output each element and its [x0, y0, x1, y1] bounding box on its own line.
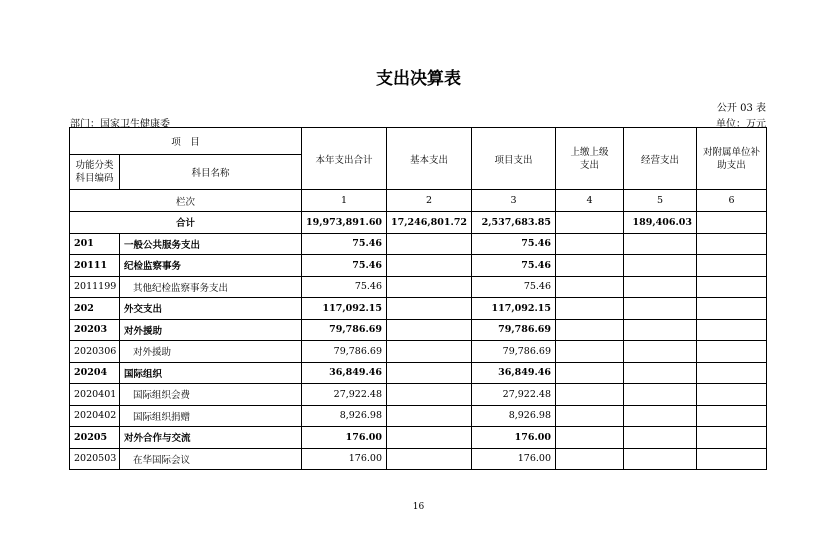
- row-upper-value: [556, 341, 624, 363]
- header-func-code: 功能分类科目编码: [70, 155, 120, 190]
- header-subsidy: 对附属单位补助支出: [697, 128, 767, 190]
- row-basic-value: 17,246,801.72: [387, 212, 472, 234]
- row-subsidy-value: [697, 384, 767, 406]
- row-subsidy-value: [697, 405, 767, 427]
- row-operation-value: [624, 448, 697, 470]
- row-project-value: 75.46: [472, 233, 556, 255]
- table-row: [70, 384, 767, 406]
- row-total-value: 117,092.15: [302, 298, 387, 320]
- row-total-value: 27,922.48: [302, 384, 387, 406]
- row-total-value: 75.46: [302, 233, 387, 255]
- row-project-value: 79,786.69: [472, 341, 556, 363]
- row-subsidy-value: [697, 341, 767, 363]
- row-basic-value: [387, 298, 472, 320]
- row-code: 2011199: [70, 276, 120, 298]
- row-operation-value: [624, 405, 697, 427]
- table-row: [70, 405, 767, 427]
- header-item: 项 目: [70, 128, 302, 155]
- row-basic-value: [387, 384, 472, 406]
- row-subsidy-value: [697, 448, 767, 470]
- column-index: 1: [302, 190, 387, 212]
- row-name: 外交支出: [120, 298, 302, 320]
- row-upper-value: [556, 448, 624, 470]
- row-code: 201: [70, 233, 120, 255]
- row-total-value: 19,973,891.60: [302, 212, 387, 234]
- row-upper-value: [556, 384, 624, 406]
- row-total-value: 79,786.69: [302, 319, 387, 341]
- header-subject-name: 科目名称: [120, 155, 302, 190]
- row-basic-value: [387, 448, 472, 470]
- table-row: [70, 319, 767, 341]
- column-index-label: 栏次: [70, 190, 302, 212]
- row-basic-value: [387, 405, 472, 427]
- row-project-value: 8,926.98: [472, 405, 556, 427]
- row-code: 2020401: [70, 384, 120, 406]
- row-total-value: 36,849.46: [302, 362, 387, 384]
- column-index: 6: [697, 190, 767, 212]
- row-name: 对外援助: [120, 341, 302, 363]
- row-basic-value: [387, 255, 472, 277]
- row-upper-value: [556, 255, 624, 277]
- row-operation-value: [624, 233, 697, 255]
- row-code: 2020503: [70, 448, 120, 470]
- row-operation-value: 189,406.03: [624, 212, 697, 234]
- row-total-value: 79,786.69: [302, 341, 387, 363]
- table-row: [70, 233, 767, 255]
- page-title: 支出决算表: [376, 69, 461, 89]
- department-label: 部门：国家卫生健康委: [70, 119, 170, 130]
- row-name: 国际组织会费: [120, 384, 302, 406]
- row-total-value: 75.46: [302, 276, 387, 298]
- row-operation-value: [624, 319, 697, 341]
- row-project-value: 2,537,683.85: [472, 212, 556, 234]
- row-upper-value: [556, 319, 624, 341]
- unit-label: 单位：万元: [716, 119, 766, 130]
- row-name: 其他纪检监察事务支出: [120, 276, 302, 298]
- page-number: 16: [412, 502, 425, 512]
- row-name: 对外合作与交流: [120, 427, 302, 449]
- row-subsidy-value: [697, 362, 767, 384]
- row-upper-value: [556, 233, 624, 255]
- table-row: [70, 276, 767, 298]
- row-project-value: 117,092.15: [472, 298, 556, 320]
- row-operation-value: [624, 427, 697, 449]
- table-row: [70, 362, 767, 384]
- table-row: [70, 427, 767, 449]
- row-name: 国际组织: [120, 362, 302, 384]
- row-basic-value: [387, 341, 472, 363]
- row-project-value: 75.46: [472, 276, 556, 298]
- row-subsidy-value: [697, 255, 767, 277]
- row-operation-value: [624, 384, 697, 406]
- row-basic-value: [387, 427, 472, 449]
- row-upper-value: [556, 212, 624, 234]
- row-subsidy-value: [697, 212, 767, 234]
- row-upper-value: [556, 405, 624, 427]
- row-project-value: 176.00: [472, 448, 556, 470]
- row-basic-value: [387, 362, 472, 384]
- row-operation-value: [624, 362, 697, 384]
- row-total-value: 176.00: [302, 427, 387, 449]
- row-code: 20204: [70, 362, 120, 384]
- row-upper-value: [556, 298, 624, 320]
- row-name: 对外援助: [120, 319, 302, 341]
- row-name: 一般公共服务支出: [120, 233, 302, 255]
- row-subsidy-value: [697, 298, 767, 320]
- row-subsidy-value: [697, 276, 767, 298]
- table-number: 公开 03 表: [716, 103, 766, 114]
- row-basic-value: [387, 233, 472, 255]
- row-operation-value: [624, 276, 697, 298]
- table-row: [70, 341, 767, 363]
- row-code: 20111: [70, 255, 120, 277]
- row-subsidy-value: [697, 319, 767, 341]
- row-name: 国际组织捐赠: [120, 405, 302, 427]
- row-code: 2020402: [70, 405, 120, 427]
- row-upper-value: [556, 427, 624, 449]
- total-row: [70, 212, 767, 234]
- row-name: 纪检监察事务: [120, 255, 302, 277]
- header-upper: 上缴上级支出: [556, 128, 624, 190]
- row-operation-value: [624, 298, 697, 320]
- row-project-value: 79,786.69: [472, 319, 556, 341]
- row-name: 在华国际会议: [120, 448, 302, 470]
- row-subsidy-value: [697, 427, 767, 449]
- row-code: 2020306: [70, 341, 120, 363]
- column-index: 4: [556, 190, 624, 212]
- row-project-value: 27,922.48: [472, 384, 556, 406]
- row-code: 20203: [70, 319, 120, 341]
- row-name: 合计: [70, 212, 302, 234]
- table-row: [70, 255, 767, 277]
- row-upper-value: [556, 362, 624, 384]
- row-code: 20205: [70, 427, 120, 449]
- column-index: 5: [624, 190, 697, 212]
- column-index: 3: [472, 190, 556, 212]
- table-row: [70, 448, 767, 470]
- row-operation-value: [624, 341, 697, 363]
- row-total-value: 75.46: [302, 255, 387, 277]
- header-total: 本年支出合计: [302, 128, 387, 190]
- row-total-value: 8,926.98: [302, 405, 387, 427]
- row-operation-value: [624, 255, 697, 277]
- table-row: [70, 298, 767, 320]
- row-upper-value: [556, 276, 624, 298]
- column-index: 2: [387, 190, 472, 212]
- row-total-value: 176.00: [302, 448, 387, 470]
- row-basic-value: [387, 319, 472, 341]
- header-project: 项目支出: [472, 128, 556, 190]
- expenditure-table: [69, 127, 767, 470]
- row-project-value: 75.46: [472, 255, 556, 277]
- header-operation: 经营支出: [624, 128, 697, 190]
- row-project-value: 36,849.46: [472, 362, 556, 384]
- row-basic-value: [387, 276, 472, 298]
- row-project-value: 176.00: [472, 427, 556, 449]
- header-basic: 基本支出: [387, 128, 472, 190]
- row-code: 202: [70, 298, 120, 320]
- row-subsidy-value: [697, 233, 767, 255]
